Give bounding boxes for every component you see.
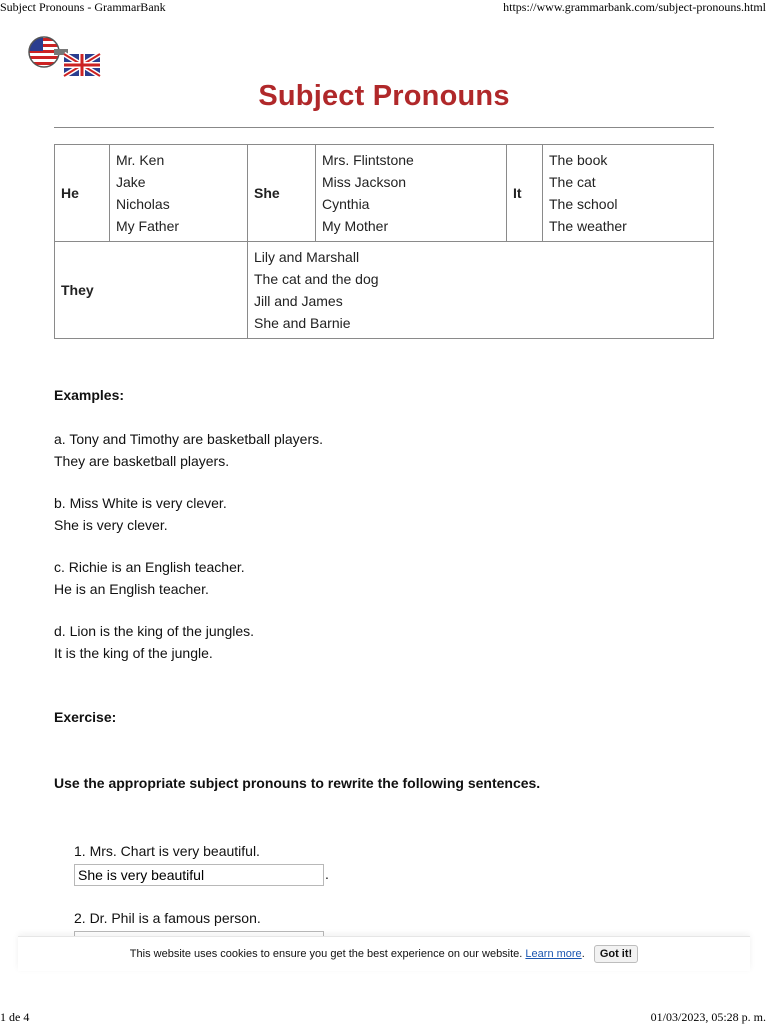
table-row [55, 242, 714, 339]
list-item: The cat and the dog [254, 271, 379, 287]
page-title: Subject Pronouns [258, 80, 510, 112]
title-divider [54, 127, 714, 128]
examples-cell [248, 242, 714, 339]
example-original: d. Lion is the king of the jungles. [54, 623, 255, 639]
list-item: Miss Jackson [322, 174, 407, 190]
list-item: Mrs. Flintstone [322, 152, 414, 168]
cookie-text: This website uses cookies to ensure you get the best experience on our website. [129, 948, 523, 960]
list-item: The school [549, 196, 618, 212]
example-rewritten: He is an English teacher. [54, 581, 209, 597]
list-item: My Mother [322, 218, 389, 234]
exercise-prompt: 2. Dr. Phil is a famous person. [74, 910, 261, 926]
answer-field[interactable] [74, 864, 324, 886]
pronoun-table [54, 144, 714, 339]
example-original: c. Richie is an English teacher. [54, 559, 245, 575]
exercise-instruction: Use the appropriate subject pronouns to rewrite the following sentences. [54, 775, 541, 791]
exercise-heading: Exercise: [54, 709, 117, 725]
learn-more-link[interactable]: Learn more [525, 948, 582, 960]
pronoun-cell: He [55, 145, 110, 242]
pronoun-cell: It [507, 145, 543, 242]
examples-heading: Examples: [54, 387, 125, 403]
grammarbank-logo[interactable] [28, 36, 102, 78]
print-header [0, 0, 768, 14]
list-item: She and Barnie [254, 315, 351, 331]
example-original: a. Tony and Timothy are basketball players. [54, 431, 324, 447]
list-item: Nicholas [116, 196, 170, 212]
list-item: The cat [549, 174, 596, 190]
table-row [55, 145, 714, 242]
list-item: Mr. Ken [116, 152, 165, 168]
example-rewritten: She is very clever. [54, 517, 168, 533]
example-rewritten: They are basketball players. [54, 453, 230, 469]
pronoun-cell: She [248, 145, 316, 242]
print-header-title: Subject Pronouns - GrammarBank [0, 0, 166, 14]
list-item: Lily and Marshall [254, 249, 360, 265]
list-item: Jill and James [254, 293, 343, 309]
examples-cell [316, 145, 507, 242]
list-item: The book [549, 152, 608, 168]
print-footer-page: 1 de 4 [0, 1010, 30, 1024]
example-original: b. Miss White is very clever. [54, 495, 227, 511]
logo-flags-icon [28, 36, 102, 78]
got-it-button[interactable]: Got it! [594, 945, 638, 963]
cookie-banner [18, 936, 750, 971]
examples-section [54, 384, 714, 794]
period: . [581, 948, 585, 960]
list-item: Cynthia [322, 196, 370, 212]
list-item: Jake [116, 174, 146, 190]
print-header-url: https://www.grammarbank.com/subject-pronouns.html [503, 0, 766, 14]
examples-cell [543, 145, 714, 242]
print-footer [0, 1010, 768, 1024]
list-item: The weather [549, 218, 627, 234]
print-footer-datetime: 01/03/2023, 05:28 p. m. [650, 1010, 766, 1024]
period: . [325, 866, 329, 882]
examples-cell [110, 145, 248, 242]
example-rewritten: It is the king of the jungle. [54, 645, 213, 661]
list-item: My Father [116, 218, 180, 234]
pronoun-cell: They [55, 242, 248, 339]
exercise-prompt: 1. Mrs. Chart is very beautiful. [74, 843, 260, 859]
